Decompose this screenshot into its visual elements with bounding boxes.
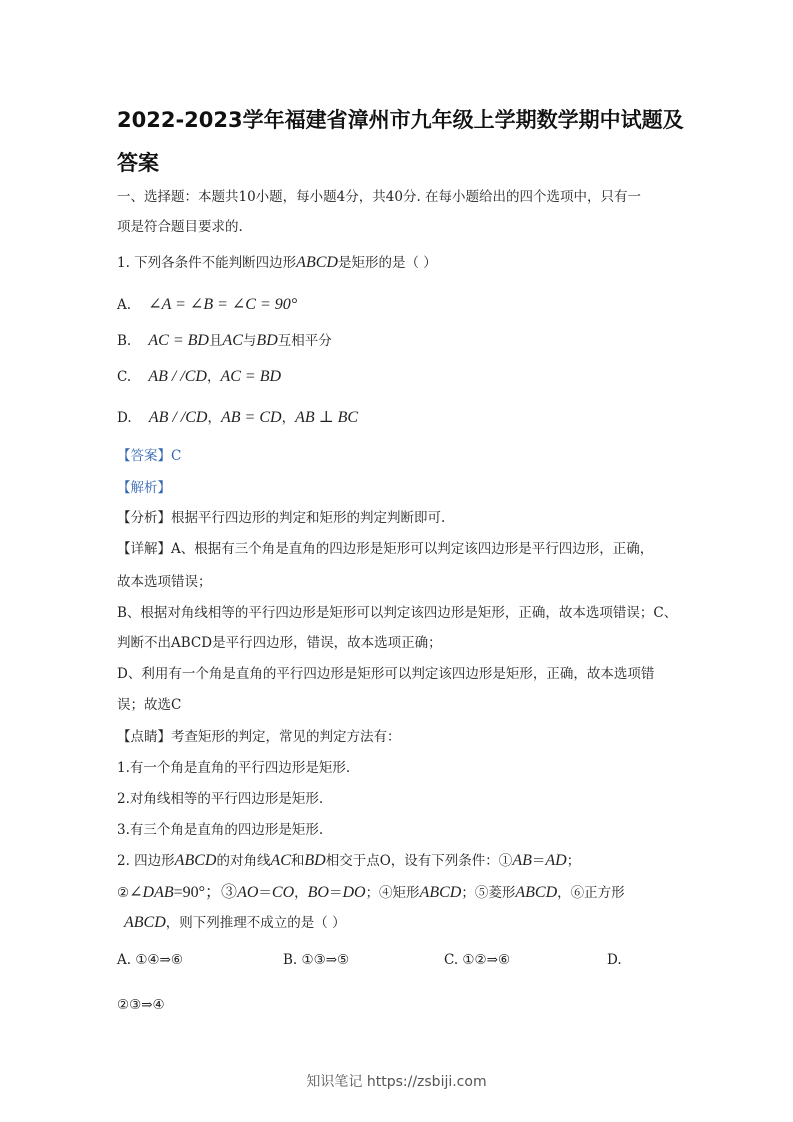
q1-fenxi-tag: 【分析】 [117, 510, 171, 526]
q2-stem-line3 [124, 914, 346, 932]
q1-dianjing-tag: 【点睛】 [117, 729, 171, 745]
q2-math: ABCD [124, 914, 166, 931]
q1-option-c-math1: AB / /CD [148, 368, 207, 385]
q2-stem-line1 [117, 852, 580, 870]
q2-math: ABCD [419, 884, 462, 901]
q2-math: BD [304, 852, 326, 869]
q1-dianjing-text: 考查矩形的判定，常见的判定方法有： [171, 729, 401, 745]
q2-math: ABCD [174, 852, 217, 869]
q1-stem [117, 254, 437, 272]
q2-math: CO [271, 884, 295, 901]
q1-option-b-text3: 互相平分 [277, 333, 332, 349]
q1-option-c [117, 368, 281, 386]
q1-option-d [117, 409, 358, 427]
q1-option-d-math2: AB = CD [220, 409, 282, 426]
q1-option-b-text2: 与 [242, 333, 257, 349]
q2-text: =90°；③ [173, 884, 238, 901]
q1-option-a [117, 296, 297, 314]
q1-stem-prefix: 1. 下列各条件不能判断四边形 [117, 255, 297, 271]
q2-text: ＝ [328, 885, 343, 901]
q2-text: 相交于点O，设有下列条件：① [325, 853, 513, 869]
section-instructions-line2: 项是符合题目要求的. [117, 219, 243, 235]
q2-option-a: A. ①④⇒⑥ [117, 952, 183, 968]
q2-text: ；⑤菱形 [461, 885, 516, 901]
q1-xiangjie-line1 [117, 540, 653, 558]
q2-option-d-label: D. [607, 952, 622, 968]
q1-option-c-math2: AC = BD [220, 368, 282, 385]
q1-xiangjie-line2: 故本选项错误； [117, 574, 212, 590]
q1-point-2: 2.对角线相等的平行四边形是矩形. [117, 791, 324, 807]
q1-option-c-label: C. [117, 369, 132, 385]
q1-xiangjie-line3: B、根据对角线相等的平行四边形是矩形可以判定该四边形是矩形，正确，故本选项错误；C、 [117, 605, 678, 621]
q2-text: 的对角线 [216, 853, 271, 869]
section-instructions-line1: 一、选择题：本题共10小题，每小题4分，共40分. 在每小题给出的四个选项中，只有一 [117, 189, 642, 205]
q1-fenxi-text: 根据平行四边形的判定和矩形的判定判断即可. [171, 510, 446, 526]
q2-option-c: C. ①②⇒⑥ [444, 952, 511, 968]
q2-math: AO [237, 884, 259, 901]
q1-option-d-label: D. [117, 410, 132, 426]
q1-answer [117, 447, 181, 465]
q1-xiangjie-line6: 误；故选C [117, 697, 182, 713]
q1-xiangjie-text1: A、根据有三个角是直角的四边形是矩形可以判定该四边形是平行四边形，正确， [171, 541, 654, 557]
q2-math: AD [545, 852, 567, 869]
q1-stem-suffix: 是矩形的是（ ） [337, 255, 437, 271]
q2-option-d: ②③⇒④ [117, 997, 165, 1013]
q2-option-b: B. ①③⇒⑤ [283, 952, 350, 968]
q1-xiangjie-line4: 判断不出ABCD是平行四边形，错误，故本选项正确； [117, 635, 442, 651]
q2-text: ＝ [531, 853, 546, 869]
q1-option-c-sep: ， [206, 369, 221, 385]
q1-point-3: 3.有三个角是直角的四边形是矩形. [117, 822, 324, 838]
q1-option-b-text1: 且 [208, 333, 223, 349]
q1-option-d-math3: AB ⊥ BC [295, 409, 359, 426]
doc-title-line2: 答案 [117, 151, 159, 175]
q1-answer-tag: 【答案】 [117, 448, 171, 464]
q2-stem-line2 [117, 884, 625, 902]
q2-text: ② [117, 885, 130, 901]
q1-point-1: 1.有一个角是直角的平行四边形是矩形. [117, 760, 351, 776]
q1-xiangjie-line5: D、利用有一个角是直角的平行四边形是矩形可以判定该四边形是矩形，正确，故本选项错 [117, 666, 655, 682]
q2-text: ； [566, 853, 581, 869]
q1-stem-math: ABCD [296, 254, 338, 271]
doc-title-line1: 2022-2023学年福建省漳州市九年级上学期数学期中试题及 [117, 108, 684, 132]
q1-option-b-math3: BD [256, 332, 278, 349]
q2-math: DO [342, 884, 366, 901]
q1-fenxi [117, 509, 445, 527]
q2-math: ABCD [515, 884, 558, 901]
q1-analysis-tag: 【解析】 [117, 480, 171, 496]
q1-option-b-math1: AC = BD [148, 332, 209, 349]
q2-text: ＝ [258, 885, 272, 901]
q1-dianjing [117, 728, 401, 746]
q1-option-d-sep1: ， [207, 410, 221, 426]
q2-text: ；④矩形 [365, 885, 420, 901]
q2-text: 和 [290, 853, 305, 869]
q1-option-a-label: A. [117, 297, 132, 313]
q1-option-d-sep2: ， [281, 410, 296, 426]
q2-text: ， [294, 885, 308, 901]
q1-option-b-math2: AC [222, 332, 243, 349]
q1-option-b-label: B. [117, 333, 132, 349]
q1-option-d-math1: AB / /CD [148, 409, 208, 426]
q2-math: ∠DAB [129, 884, 174, 901]
q2-text: ，⑥正方形 [557, 885, 625, 901]
q1-xiangjie-tag: 【详解】 [117, 541, 171, 557]
q1-option-b [117, 332, 332, 350]
q2-math: BO [307, 884, 329, 901]
footer-watermark: 知识笔记 https://zsbiji.com [306, 1074, 487, 1090]
q2-text: ，则下列推理不成立的是（ ） [165, 915, 346, 931]
q2-math: AB [512, 852, 532, 869]
q1-answer-value: C [171, 448, 182, 464]
q2-text: 2. 四边形 [117, 853, 175, 869]
q1-option-a-math: ∠A = ∠B = ∠C = 90° [148, 296, 298, 313]
q2-math: AC [270, 852, 291, 869]
